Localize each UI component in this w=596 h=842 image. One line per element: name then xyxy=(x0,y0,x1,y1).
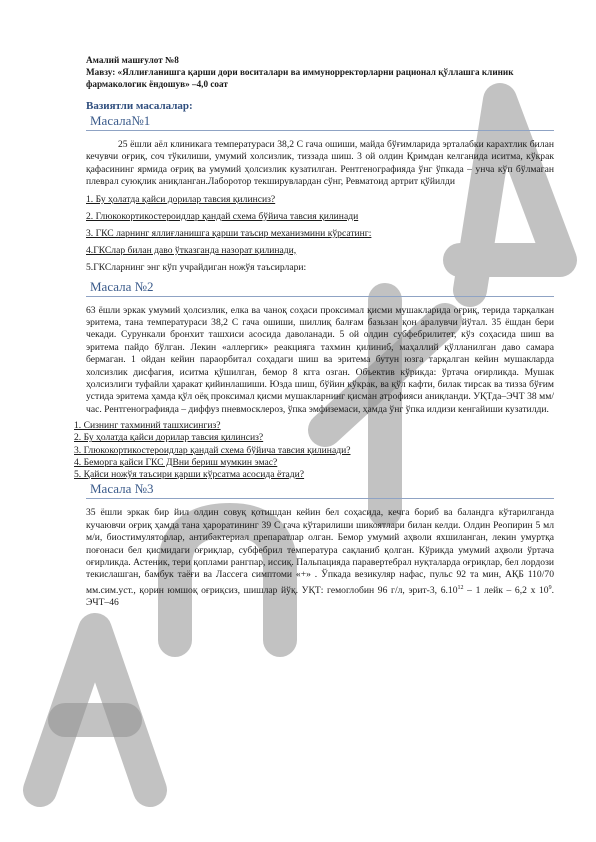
case-2-title: Масала №2 xyxy=(86,279,554,297)
section-title: Вазиятли масалалар: xyxy=(86,100,193,112)
case-1-question: 5.ГКСларнинг энг кўп учрайдиган ножўя таъсирлари: xyxy=(86,261,307,273)
case-2-text: 63 ёшли эркак умумий ҳолсизлик, елка ва чаноқ соҳаси проксимал қисми мушакларида оғриқ, терида тарқалкан эритема, тана температураси 38,2 С гача ошиши, шиллиқ балғам базьзан қон аралувчи йўтал. 35 ёшдан бери чекади. Сурункали бронхит ташхиси асосида даволанади. 5 ой олдин субфебрилитет, кўз соҳасида шиш ва эритема пайдо бўлган. Лекин «аллергик» реакцияга тахмин қилиниб, маҳаллий қўлланилган даво самара бермаган. 1 ойдан кейин параорбитал соҳадаги шиш ва эритема бутун юзга тарқалган кейин мушакларда холсизлик дисфагия, иситма қўшилган, бемор 8 кгга озган. Объектив кўрикда: ўртача оғирликда. Мушак ҳолсизлиги туфайли ҳаракат қийинлашиши. Юзда шиш, бўйин кўкрак, ва қўл кафти, билак тирсак ва тизза бўғим устида эритема ҳамда қўл оёқ проксимал қисми мушакларнинг қисман атрофияси аниқланди. УҚТда–ЭЧТ 38 мм/час. Рентгенографияда – диффуз пневмосклероз, ўпка эмфиземаси, ҳамда ўнг ўпка илдизи кенгайиши кузатилди. xyxy=(86,304,554,415)
document-content xyxy=(74,54,555,614)
case-2-question: 3. Глюкокортикостероидлар қандай схема бўйича тавсия қилинади? xyxy=(74,444,351,456)
case-1-question: 2. Глюкокортикостероидлар қандай схема бўйича тавсия қилинади xyxy=(86,210,359,222)
case-2-question: 5. Қайси ножўя таъсири қарши кўрсатма асосида ётади? xyxy=(74,469,305,481)
case-1-text: 25 ёшли аёл клиникага температураси 38,2 С гача ошиши, майда бўғимларида эрталабки карахтлик билан кечувчи оғриқ, соч тўкилиши, умумий холсизлик, тиззада шиш. 3 ой олдин Қримдан келганида иситма, кўкрак қафасининг ярмида оғриқ ва умумий ҳолсизлик кузатилган. Рентгенографияда ўнг ўпкада – унча кўп бўлмаган плеврал суюқлик аниқланган.Лаборотор текширувлардан сўнг, Ревматоид артрит қўйилди xyxy=(86,139,554,188)
case-1-title: Масала№1 xyxy=(86,113,554,131)
lesson-number: Амалий машғулот №8 xyxy=(86,55,179,65)
case-2-questions xyxy=(74,420,554,481)
case-2-question: 1. Сизнинг тахминий ташхисингиз? xyxy=(74,420,221,432)
case-1-question: 3. ГКС ларнинг яллиғланишга қарши таъсир механизмини кўрсатинг: xyxy=(86,227,372,239)
case-3-title: Масала №3 xyxy=(86,481,554,499)
case-2-question: 2. Бу ҳолатда қайси дорилар тавсия қилинсиз? xyxy=(74,432,264,444)
case-3-text: 35 ёшли эркак бир йил олдин совуқ қотишдан кейин бел соҳасида, кечга бориб ва баландга кўтарилганда кучаювчи оғриқ ҳамда тана ҳароратининг 39 С гача кўтарилиши шикоятлари билан келди. Олдин Реопирин 5 мл м/и, биостимуляторлар, антибактериал препаратлар олган. Бемор умумий аҳволи яхшиланган, лекин умуртқа поғонаси бел қисмидаги оғриқлар, субфебрил температура сақланиб қолган. Кўрикда умумий аҳволи ўртача оғирликда. Астеник, тери қоплами рангпар, иссиқ. Пальпацияда паравертебрал нуқталарда оғриқлар, бел лордози текислашган, бамбук таёғи ва Лассега симптоми «+» . Ўпкада везикуляр нафас, пульс 92 та мин, АҚБ 110/70 мм.сим.уст., қорин юмшоқ оғриқсиз, шишлар йўқ. УҚТ: гемоглобин 96 г/л, эрит-3, 6.10$^{12}$ – 1 лейк – 6,2 х $10^9$. ЭЧТ–46 xyxy=(86,507,555,609)
case-2-question: 4. Беморга қайси ГКС ДВни бериш мумкин эмас? xyxy=(74,456,278,468)
case-1-question: 4.ГКСлар билан даво ўтказганда назорат қилинади, xyxy=(86,244,297,256)
lesson-topic: Мавзу: «Яллиғланишга қарши дори воситалари ва иммунорректорларни рационал қўллашга клиник фармакологик ёндошув» –4,0 соат xyxy=(86,67,514,89)
case-1-question: 1. Бу ҳолатда қайси дорилар тавсия қилинсиз? xyxy=(86,193,276,205)
